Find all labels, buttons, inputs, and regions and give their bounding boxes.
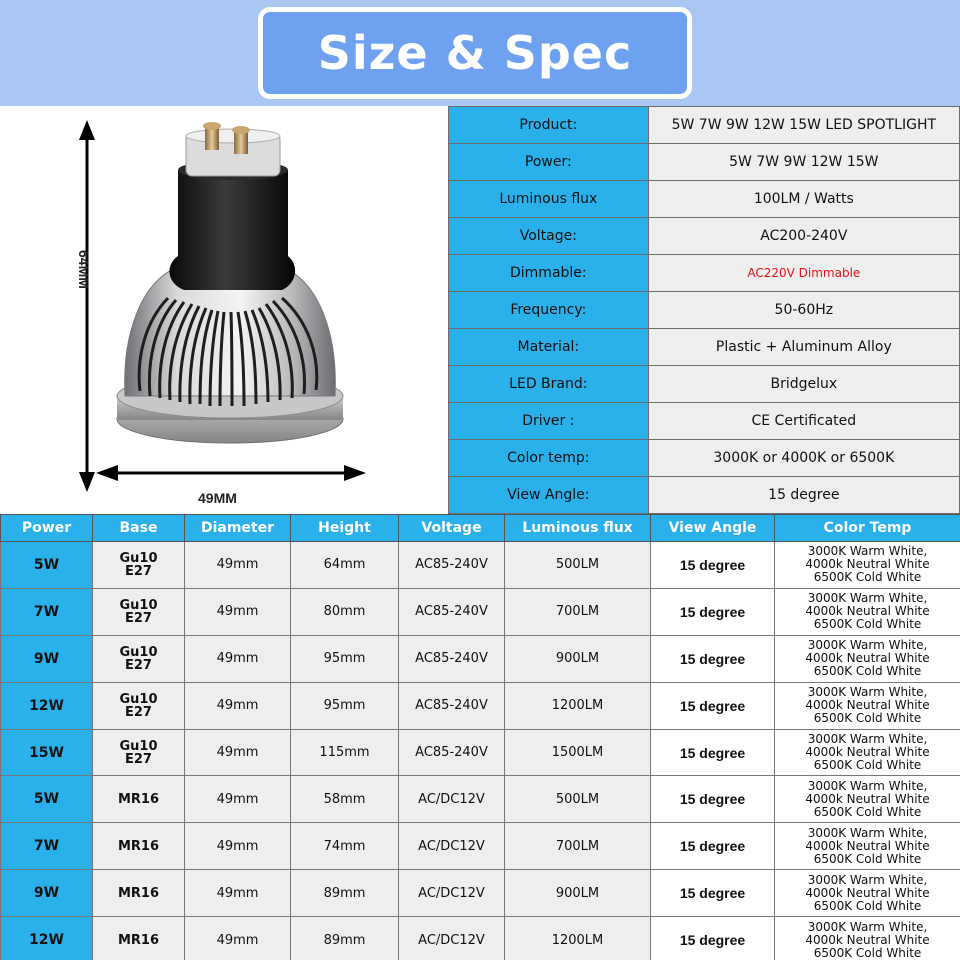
table-row: [1, 917, 960, 960]
voltage-cell: AC85-240V: [399, 682, 505, 729]
spec-value: AC220V Dimmable: [648, 255, 959, 292]
model-table: [0, 514, 960, 960]
luminous-flux-cell: 1500LM: [505, 729, 651, 776]
base-cell: [93, 542, 185, 589]
base-cell: [93, 588, 185, 635]
color-temp-cell: [775, 823, 960, 870]
spec-key: Power:: [449, 144, 649, 181]
color-temp-warm: 3000K Warm White,: [807, 732, 928, 746]
color-temp-neutral: 4000k Neutral White: [805, 698, 930, 713]
page-title: Size & Spec: [317, 26, 633, 80]
spec-value: 100LM / Watts: [648, 181, 959, 218]
color-temp-cell: [775, 635, 960, 682]
power-cell: 12W: [1, 917, 93, 960]
base-cell: [93, 776, 185, 823]
base-cell: [93, 635, 185, 682]
spec-key: View Angle:: [449, 477, 649, 514]
spec-value: 15 degree: [648, 477, 959, 514]
spec-row-dimmable: [449, 255, 960, 292]
diameter-cell: 49mm: [185, 776, 291, 823]
spec-key: LED Brand:: [449, 366, 649, 403]
color-temp-warm: 3000K Warm White,: [807, 685, 928, 700]
view-angle-cell: 15 degree: [651, 682, 775, 729]
height-arrow-icon: [79, 120, 95, 492]
spec-key: Product:: [449, 107, 649, 144]
color-temp-cold: 6500K Cold White: [813, 851, 922, 866]
base-type-alt: E27: [125, 657, 152, 673]
spec-value: 50-60Hz: [648, 292, 959, 329]
base-type-alt: E27: [125, 610, 152, 626]
color-temp-cold: 6500K Cold White: [813, 570, 922, 585]
spec-row-frequency: [449, 292, 960, 329]
header-view-angle: View Angle: [651, 515, 775, 542]
width-dimension-label: 49MM: [198, 490, 237, 506]
color-temp-cold: 6500K Cold White: [813, 898, 922, 913]
diameter-cell: 49mm: [185, 588, 291, 635]
table-row: [1, 682, 960, 729]
color-temp-neutral: 4000k Neutral White: [805, 838, 930, 853]
luminous-flux-cell: 700LM: [505, 588, 651, 635]
color-temp-warm: 3000K Warm White,: [807, 544, 928, 559]
product-image-area: [0, 106, 450, 512]
color-temp-cold: 6500K Cold White: [813, 758, 922, 772]
header-diameter: Diameter: [185, 515, 291, 542]
view-angle-cell: 15 degree: [651, 823, 775, 870]
base-type: MR16: [117, 885, 160, 901]
view-angle-cell: 15 degree: [651, 870, 775, 917]
view-angle-cell: 15 degree: [651, 635, 775, 682]
color-temp-cell: [775, 682, 960, 729]
base-cell: [93, 917, 185, 960]
luminous-flux-cell: 500LM: [505, 542, 651, 589]
view-angle-cell: 15 degree: [651, 729, 775, 776]
diameter-cell: 49mm: [185, 823, 291, 870]
spec-key: Voltage:: [449, 218, 649, 255]
table-row: [1, 588, 960, 635]
table-row: [1, 870, 960, 917]
height-cell: 89mm: [291, 917, 399, 960]
diameter-cell: 49mm: [185, 729, 291, 776]
diameter-cell: 49mm: [185, 682, 291, 729]
color-temp-neutral: 4000k Neutral White: [805, 745, 930, 759]
table-row: [1, 542, 960, 589]
base-cell: [93, 729, 185, 776]
base-type-alt: E27: [125, 563, 152, 579]
voltage-cell: AC/DC12V: [399, 917, 505, 960]
base-type-alt: E27: [125, 751, 152, 767]
color-temp-cold: 6500K Cold White: [813, 945, 922, 960]
color-temp-cell: [775, 776, 960, 823]
spec-key: Material:: [449, 329, 649, 366]
height-cell: 115mm: [291, 729, 399, 776]
color-temp-cold: 6500K Cold White: [813, 617, 922, 632]
spec-value: 5W 7W 9W 12W 15W LED SPOTLIGHT: [648, 107, 959, 144]
diameter-cell: 49mm: [185, 542, 291, 589]
height-cell: 95mm: [291, 635, 399, 682]
color-temp-cold: 6500K Cold White: [813, 711, 922, 726]
table-row: [1, 776, 960, 823]
header-banner: [0, 0, 960, 106]
view-angle-cell: 15 degree: [651, 917, 775, 960]
voltage-cell: AC85-240V: [399, 635, 505, 682]
base-cell: [93, 870, 185, 917]
color-temp-cold: 6500K Cold White: [813, 804, 922, 819]
spec-row-power: [449, 144, 960, 181]
base-type: MR16: [117, 932, 160, 948]
spec-key: Color temp:: [449, 440, 649, 477]
color-temp-neutral: 4000k Neutral White: [805, 557, 930, 572]
color-temp-warm: 3000K Warm White,: [807, 872, 928, 887]
power-cell: 9W: [1, 870, 93, 917]
height-cell: 64mm: [291, 542, 399, 589]
spec-row-color-temp: [449, 440, 960, 477]
header-voltage: Voltage: [399, 515, 505, 542]
spec-value: Plastic + Aluminum Alloy: [648, 329, 959, 366]
color-temp-cold: 6500K Cold White: [813, 664, 922, 679]
voltage-cell: AC85-240V: [399, 729, 505, 776]
spec-value: 5W 7W 9W 12W 15W: [648, 144, 959, 181]
table-row: [1, 635, 960, 682]
height-cell: 89mm: [291, 870, 399, 917]
diameter-cell: 49mm: [185, 635, 291, 682]
color-temp-neutral: 4000k Neutral White: [805, 651, 930, 666]
base-type: MR16: [117, 838, 160, 854]
base-type: MR16: [117, 791, 160, 807]
power-cell: 9W: [1, 635, 93, 682]
height-cell: 95mm: [291, 682, 399, 729]
color-temp-neutral: 4000k Neutral White: [805, 604, 930, 619]
spotlight-bulb-image: [0, 106, 450, 512]
height-cell: 80mm: [291, 588, 399, 635]
spec-value: CE Certificated: [648, 403, 959, 440]
diameter-cell: 49mm: [185, 870, 291, 917]
color-temp-cell: [775, 729, 960, 776]
luminous-flux-cell: 900LM: [505, 870, 651, 917]
spec-table: [448, 106, 960, 514]
power-cell: 5W: [1, 542, 93, 589]
luminous-flux-cell: 500LM: [505, 776, 651, 823]
luminous-flux-cell: 900LM: [505, 635, 651, 682]
power-cell: 7W: [1, 823, 93, 870]
base-type: Gu10: [119, 644, 158, 660]
table-row: [1, 823, 960, 870]
color-temp-cell: [775, 917, 960, 960]
color-temp-warm: 3000K Warm White,: [807, 591, 928, 606]
header-base: Base: [93, 515, 185, 542]
model-table-header: [1, 515, 960, 542]
power-cell: 7W: [1, 588, 93, 635]
color-temp-neutral: 4000k Neutral White: [805, 932, 930, 947]
spec-row-voltage: [449, 218, 960, 255]
color-temp-warm: 3000K Warm White,: [807, 778, 928, 793]
voltage-cell: AC85-240V: [399, 542, 505, 589]
header-color-temp: Color Temp: [775, 515, 960, 542]
voltage-cell: AC/DC12V: [399, 823, 505, 870]
color-temp-cell: [775, 870, 960, 917]
spec-value: 3000K or 4000K or 6500K: [648, 440, 959, 477]
width-arrow-icon: [96, 465, 366, 481]
title-box: [258, 7, 692, 99]
color-temp-neutral: 4000k Neutral White: [805, 791, 930, 806]
power-cell: 5W: [1, 776, 93, 823]
header-power: Power: [1, 515, 93, 542]
spec-value: Bridgelux: [648, 366, 959, 403]
spec-row-driver: [449, 403, 960, 440]
color-temp-warm: 3000K Warm White,: [807, 825, 928, 840]
luminous-flux-cell: 1200LM: [505, 682, 651, 729]
spec-key: Frequency:: [449, 292, 649, 329]
spec-row-material: [449, 329, 960, 366]
height-cell: 74mm: [291, 823, 399, 870]
voltage-cell: AC/DC12V: [399, 776, 505, 823]
view-angle-cell: 15 degree: [651, 776, 775, 823]
table-row: [1, 729, 960, 776]
height-dimension-label: 64MM: [76, 250, 92, 289]
header-height: Height: [291, 515, 399, 542]
view-angle-cell: 15 degree: [651, 588, 775, 635]
view-angle-cell: 15 degree: [651, 542, 775, 589]
color-temp-cell: [775, 588, 960, 635]
base-type: Gu10: [119, 738, 158, 754]
base-type-alt: E27: [125, 704, 152, 720]
spec-key: Driver :: [449, 403, 649, 440]
spec-row-view-angle: [449, 477, 960, 514]
spec-key: Dimmable:: [449, 255, 649, 292]
luminous-flux-cell: 1200LM: [505, 917, 651, 960]
color-temp-cell: [775, 542, 960, 589]
power-cell: 12W: [1, 682, 93, 729]
height-cell: 58mm: [291, 776, 399, 823]
base-cell: [93, 823, 185, 870]
diameter-cell: 49mm: [185, 917, 291, 960]
spec-row-luminous-flux: [449, 181, 960, 218]
color-temp-warm: 3000K Warm White,: [807, 919, 928, 934]
spec-row-product: [449, 107, 960, 144]
spec-value: AC200-240V: [648, 218, 959, 255]
base-type: Gu10: [119, 550, 158, 566]
color-temp-neutral: 4000k Neutral White: [805, 885, 930, 900]
power-cell: 15W: [1, 729, 93, 776]
voltage-cell: AC/DC12V: [399, 870, 505, 917]
spec-key: Luminous flux: [449, 181, 649, 218]
base-type: Gu10: [119, 597, 158, 613]
header-luminous-flux: Luminous flux: [505, 515, 651, 542]
base-cell: [93, 682, 185, 729]
luminous-flux-cell: 700LM: [505, 823, 651, 870]
voltage-cell: AC85-240V: [399, 588, 505, 635]
base-type: Gu10: [119, 691, 158, 707]
color-temp-warm: 3000K Warm White,: [807, 638, 928, 653]
spec-row-led-brand: [449, 366, 960, 403]
